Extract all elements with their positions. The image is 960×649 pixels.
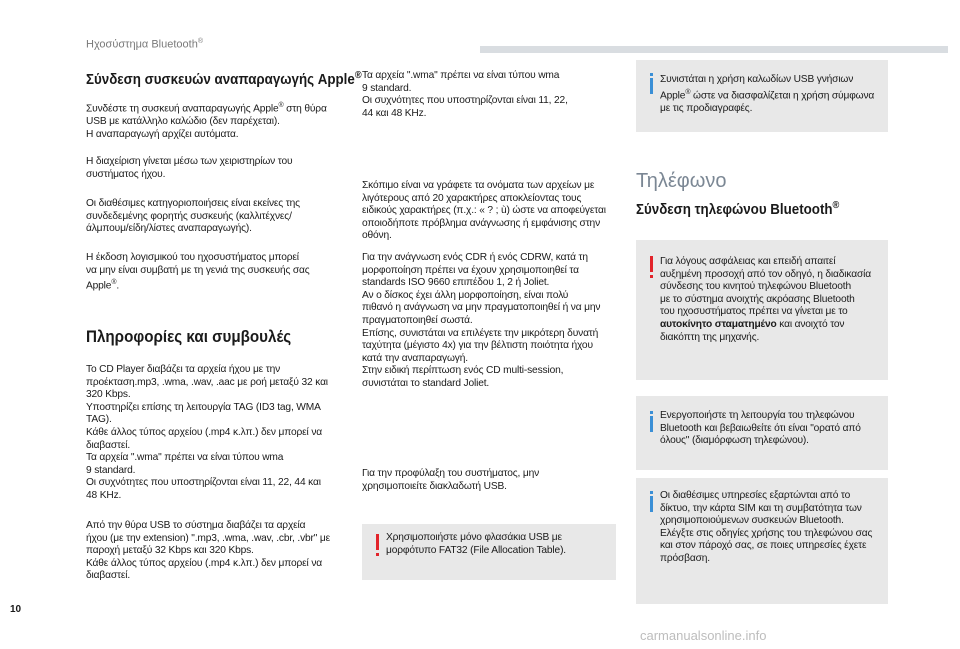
warning-text-fat32: Χρησιμοποιήστε μόνο φλασάκια USB με μορφότυπο FAT32 (File Allocation Table). bbox=[386, 532, 566, 556]
info-box-apple-cables bbox=[636, 60, 888, 132]
info-box-services bbox=[636, 478, 888, 604]
info-bar-dot bbox=[650, 73, 653, 76]
paragraph-wma: Τα αρχεία ".wma" πρέπει να είναι τύπου wma 9 standard. Οι συχνότητες που υποστηρίζονται είναι 11, 22, 44 και 48 KHz. bbox=[362, 70, 568, 119]
warning-box-safety bbox=[636, 240, 888, 380]
info-bar-dot bbox=[650, 491, 653, 494]
heading-info-tips: Πληροφορίες και συμβουλές bbox=[86, 328, 292, 346]
paragraph-apple-4: Η έκδοση λογισμικού του ηχοσυστήματος μπορεί να μην είναι συμβατή με τη γενιά της συσκευής σας Apple®. bbox=[86, 252, 310, 292]
info-bar-icon bbox=[650, 78, 653, 94]
warning-bar-icon bbox=[376, 534, 379, 550]
page-number: 10 bbox=[10, 604, 22, 615]
warning-box-fat32 bbox=[362, 524, 616, 580]
watermark: carmanualsonline.info bbox=[640, 628, 767, 643]
heading-bluetooth-phone: Σύνδεση τηλεφώνου Bluetooth® bbox=[636, 200, 840, 218]
page-header bbox=[0, 0, 960, 60]
warning-text-safety: Για λόγους ασφάλειας και επειδή απαιτεί αυξημένη προσοχή από τον οδηγό, η διαδικασία σύνδεσης του κινητού τηλεφώνου Bluetooth με το σύστημα ανοιχτής ακρόασης Bluetooth του ηχοσυστήματος πρέπει να γίνεται με το αυτοκίνητο σταματημένο και ανοιχτό τον διακόπτη της μηχανής. bbox=[660, 256, 871, 343]
info-bar-icon bbox=[650, 496, 653, 512]
header-rule bbox=[480, 46, 948, 53]
paragraph-cd-player: Το CD Player διαβάζει τα αρχεία ήχου με την προέκταση.mp3, .wma, .wav, .aac με ροή μεταξύ 32 και 320 Kbps. Υποστηρίζει επίσης τη λειτουργία TAG (ID3 tag, WMA TAG). Κάθε άλλος τύπος αρχείου (.mp4 κ.λπ.) δεν μπορεί να διαβαστεί. Τα αρχεία ".wma" πρέπει να είναι τύπου wma 9 standard. Οι συχνότητες που υποστηρίζονται είναι 11, 22, 44 και 48 KHz. bbox=[86, 364, 328, 501]
warning-bar-dot bbox=[650, 275, 653, 278]
header-title: Ηχοσύστημα Bluetooth® bbox=[86, 38, 204, 51]
paragraph-cdr: Για την ανάγνωση ενός CDR ή ενός CDRW, κατά τη μορφοποίηση πρέπει να έχουν χρησιμοποιηθεί τα standards ISO 9660 επιπέδου 1, 2 ή Joliet. Αν ο δίσκος έχει άλλη μορφοποίηση, είναι πολύ πιθανό η ανάγνωση να μην πραγματοποιηθεί ή να μην πραγματοποιηθεί σωστά. Επίσης, συνιστάται να επιλέγετε την μικρότερη δυνατή ταχύτητα (μέγιστο 4x) για την βέλτιστη ποιότητα ήχου κατά την αναπαραγωγή. Στην ειδική περίπτωση ενός CD multi-session, συνιστάται το standard Joliet. bbox=[362, 252, 601, 389]
info-text-services: Οι διαθέσιμες υπηρεσίες εξαρτώνται από το δίκτυο, την κάρτα SIM και τη συμβατότητα των χρησιμοποιούμενων συσκευών Bluetooth. Ελέγξτε στις οδηγίες χρήσης του τηλεφώνου σας και στον πάροχό σας, σε ποιες υπηρεσίες έχετε πρόσβαση. bbox=[660, 490, 873, 564]
info-text-bluetooth-visible: Ενεργοποιήστε τη λειτουργία του τηλεφώνου Bluetooth και βεβαιωθείτε ότι είναι "ορατό από όλους" (διαμόρφωση τηλεφώνου). bbox=[660, 410, 861, 447]
paragraph-usb-formats: Από την θύρα USB το σύστημα διαβάζει τα αρχεία ήχου (με την extension) ".mp3, .wma, .wav, .cbr, .vbr" με παροχή μεταξύ 32 Kbps και 320 Kbps. Κάθε άλλος τύπος αρχείου (.mp4 κ.λπ.) δεν μπορεί να διαβαστεί. bbox=[86, 520, 331, 582]
paragraph-usb-hub: Για την προφύλαξη του συστήματος, μην χρησιμοποιείτε διακλαδωτή USB. bbox=[362, 468, 540, 492]
paragraph-apple-3: Οι διαθέσιμες κατηγοριοποιήσεις είναι εκείνες της συνδεδεμένης φορητής συσκευής (καλλιτέχνες/ άλμπουμ/είδη/λίστες αναπαραγωγής). bbox=[86, 198, 300, 235]
info-box-bluetooth-visible bbox=[636, 396, 888, 470]
info-bar-icon bbox=[650, 416, 653, 432]
section-title-phone: Τηλέφωνο bbox=[636, 170, 727, 192]
paragraph-apple-2: Η διαχείριση γίνεται μέσω των χειριστηρίων του συστήματος ήχου. bbox=[86, 156, 293, 180]
heading-apple-connect: Σύνδεση συσκευών αναπαραγωγής Apple® bbox=[86, 70, 362, 88]
paragraph-apple-1: Συνδέστε τη συσκευή αναπαραγωγής Apple® στη θύρα USB με κατάλληλο καλώδιο (δεν παρέχεται). Η αναπαραγωγή αρχίζει αυτόματα. bbox=[86, 102, 327, 140]
info-text-apple-cables: Συνιστάται η χρήση καλωδίων USB γνήσιων Apple® ώστε να διασφαλίζεται η χρήση σύμφωνα με τις προδιαγραφές. bbox=[660, 74, 875, 114]
warning-bar-icon bbox=[650, 256, 653, 272]
info-bar-dot bbox=[650, 411, 653, 414]
warning-bar-dot bbox=[376, 553, 379, 556]
paragraph-filenames: Σκόπιμο είναι να γράφετε τα ονόματα των αρχείων με λιγότερους από 20 χαρακτήρες αποκλείοντας τους ειδικούς χαρακτήρες (π.χ.: « ? ; ù) ώστε να αποφεύγεται οποιοδήποτε πρόβλημα ανάγνωσης ή εμφάνισης στην οθόνη. bbox=[362, 180, 606, 242]
